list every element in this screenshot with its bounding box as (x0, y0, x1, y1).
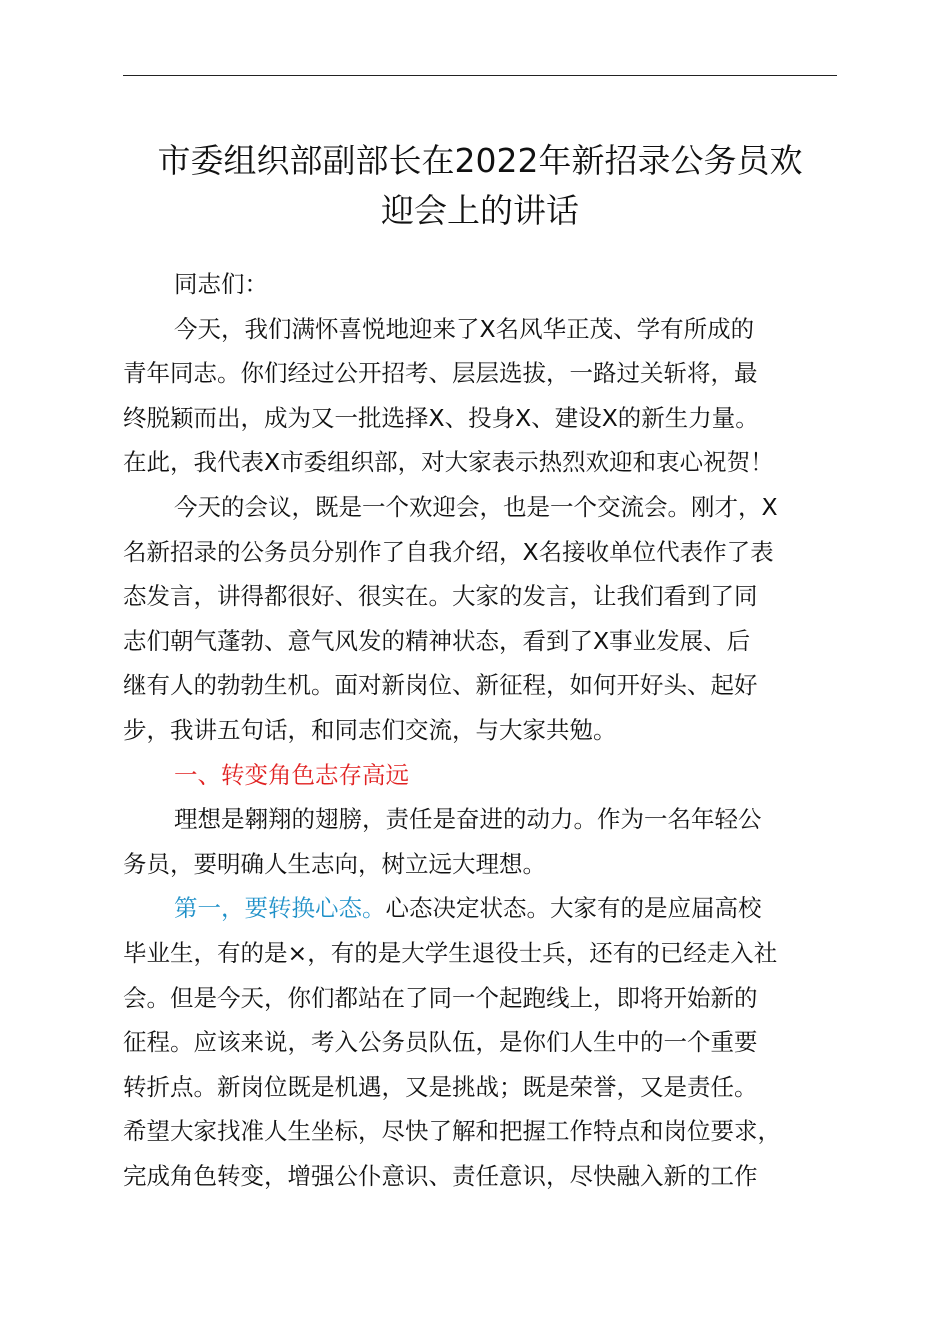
text-line: 态发言，讲得都很好、很实在。大家的发言，让我们看到了同 (123, 582, 758, 611)
text-line: 理想是翱翔的翅膀，责任是奋进的动力。作为一名年轻公 (174, 805, 762, 834)
text-line: 继有人的勃勃生机。面对新岗位、新征程，如何开好头、起好 (123, 671, 758, 700)
text-line: 希望大家找准人生坐标，尽快了解和把握工作特点和岗位要求， (123, 1117, 781, 1146)
text-line: 在此，我代表X市委组织部，对大家表示热烈欢迎和衷心祝贺！ (123, 448, 774, 477)
title-line-1: 市委组织部副部长在2022年新招录公务员欢 (157, 141, 803, 180)
text-line: 步，我讲五句话，和同志们交流，与大家共勉。 (123, 715, 617, 744)
salutation: 同志们： (174, 270, 268, 298)
text-line: 征程。应该来说，考入公务员队伍，是你们人生中的一个重要 (123, 1028, 758, 1057)
text-line: 今天，我们满怀喜悦地迎来了X名风华正茂、学有所成的 (174, 314, 755, 343)
text-line: 会。但是今天，你们都站在了同一个起跑线上，即将开始新的 (123, 983, 758, 1012)
text-line: 青年同志。你们经过公开招考、层层选拔，一路过关斩将，最 (123, 359, 758, 388)
title-line-2: 迎会上的讲话 (381, 191, 579, 230)
document-body (123, 262, 837, 1198)
highlighted-point: 第一，要转换心态。 (174, 894, 386, 923)
section-heading: 一、转变角色志存高远 (174, 760, 409, 789)
text-line: 转折点。新岗位既是机遇，又是挑战；既是荣誉，又是责任。 (123, 1072, 758, 1101)
text-line: 今天的会议，既是一个欢迎会，也是一个交流会。刚才，X (174, 492, 778, 521)
text-line: 终脱颖而出，成为又一批选择X、投身X、建设X的新生力量。 (123, 403, 759, 432)
text-line: 毕业生，有的是×，有的是大学生退役士兵，还有的已经走入社 (123, 938, 778, 967)
text-line: 志们朝气蓬勃、意气风发的精神状态，看到了X事业发展、后 (123, 626, 751, 655)
text-segment: 心态决定状态。大家有的是应届高校 (385, 894, 762, 923)
text-line: 务员，要明确人生志向，树立远大理想。 (123, 849, 546, 878)
header-rule (123, 75, 837, 76)
text-line (123, 886, 837, 931)
text-line: 完成角色转变，增强公仆意识、责任意识，尽快融入新的工作 (123, 1161, 758, 1190)
text-line: 名新招录的公务员分别作了自我介绍，X名接收单位代表作了表 (123, 537, 774, 566)
document-title (110, 136, 850, 236)
